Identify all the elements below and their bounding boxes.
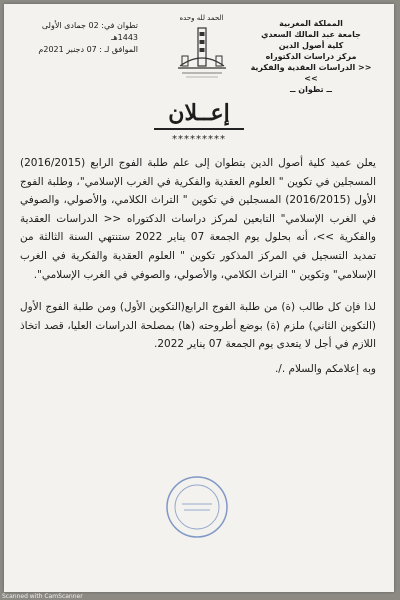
- stars-separator: *********: [172, 134, 226, 145]
- header-faculty: كلية أصول الدين: [278, 41, 344, 50]
- header-university: جامعة عبد المالك السعدي: [261, 30, 361, 39]
- hijri-date: تطوان في: 02 جمادى الأولى 1443هـ: [41, 21, 138, 42]
- paragraph-main: يعلن عميد كلية أصول الدين بتطوان إلى علم طلبة الفوج الرابع (2016/2015) المسجلين في تكوين " العلوم العقدية والفكرية في الغرب الإسلامي"، وطلبة الفوج الأول (2016/2015) المسجلين في تكوين " التراث الكلامي، والأصولي، والصوفي في الغرب الإسلامي" التابعين لمركز دراسات الدكتوراه << الدراسات العقدية والفكرية >>، أنه بحلول يوم الجمعة 07 يناير 2022 ستنتهي السنة الثالثة من تمديد التسجيل في المركز المذكور تكوين " العلوم العقدية والفكرية في الغرب الإسلامي" وتكوين " التراث الكلامي، والأصولي، والصوفي في الغرب الإسلامي".: [20, 157, 376, 281]
- date-block: [18, 20, 138, 56]
- title-underline: [154, 128, 244, 130]
- paragraph-requirement: لذا فإن كل طالب (ة) من طلبة الفوج الرابع(التكوين الأول) ومن طلبة الفوج الأول (التكوين الثاني) ملزم (ة) بوضع أطروحته (ها) بمصلحة الدراسات العليا، قصد اتخاذ اللازم في أجل لا يتعدى يوم الجمعة 07 يناير 2022.: [20, 301, 376, 351]
- announcement-title: إعــلان: [168, 100, 230, 126]
- header-specialty: << الدراسات العقدية والفكرية >>: [250, 63, 372, 83]
- document-page: [4, 4, 394, 592]
- header-city: ــ تطوان ــ: [290, 85, 332, 94]
- announcement-body: [20, 154, 376, 379]
- scanner-watermark: Scanned with CamScanner: [2, 593, 83, 600]
- basmala-text: الحمد لله وحده: [179, 14, 224, 22]
- gregorian-date: الموافق لـ : 07 دجنبر 2021م: [38, 45, 138, 54]
- paragraph-closing: وبه إعلامكم والسلام ./.: [274, 362, 376, 375]
- header-center: مركز دراسات الدكتوراه: [265, 52, 357, 61]
- header-country: المملكة المغربية: [279, 19, 343, 28]
- institution-header: [246, 18, 376, 95]
- official-stamp-icon: [164, 474, 230, 540]
- logo-block: [154, 14, 249, 80]
- faculty-logo-icon: [172, 24, 232, 80]
